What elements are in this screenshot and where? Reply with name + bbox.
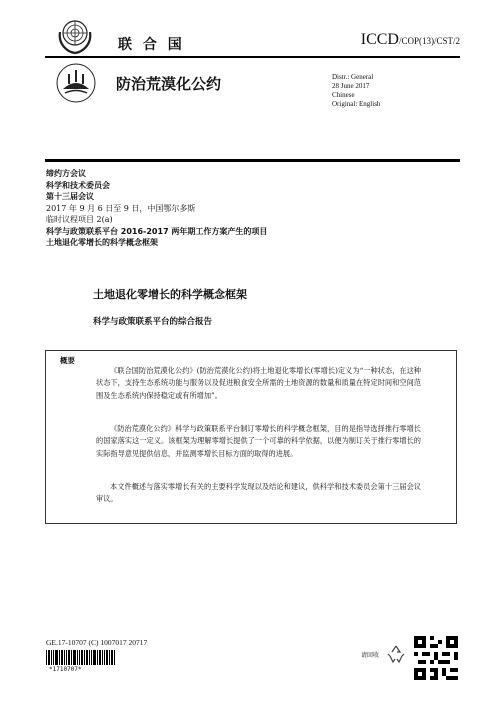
session-info — [46, 168, 267, 249]
job-number: GE.17-10707 (C) 1007017 20717 — [46, 638, 148, 647]
abstract-paragraph-2: 《防治荒漠化公约》科学与政策联系平台制订零增长的科学概念框架，目的是指导选择推行零增长的国家落实这一定义。该框架为理解零增长提供了一个可靠的科学依据，以便为制订关于推行零增长的实际指导意见提供信息，并监测零增长目标方面的取得的进展。 — [96, 424, 421, 458]
distribution-info — [332, 73, 380, 109]
session-dates: 2017 年 9 月 6 日至 9 日，中国鄂尔多斯 — [46, 203, 196, 213]
barcode-text: *1710707* — [49, 666, 82, 673]
agenda-item-title: 科学与政策联系平台 2016-2017 两年期工作方案产生的项目 — [46, 226, 268, 236]
document-subtitle: 科学与政策联系平台的综合报告 — [93, 317, 213, 327]
session-number: 第十三届会议 — [46, 192, 94, 201]
document-language: Chinese — [332, 91, 355, 99]
un-emblem-icon — [55, 16, 95, 56]
organization-name: 联 合 国 — [118, 37, 185, 53]
recycle-icon — [386, 644, 406, 664]
abstract-paragraph-3: 本文件概述与落实零增长有关的主要科学发现以及结论和建议，供科学和技术委员会第十三届会议审议。 — [96, 482, 421, 504]
session-committee: 科学和技术委员会 — [46, 180, 110, 190]
agenda-item: 临时议程项目 2(a) — [46, 215, 113, 224]
agenda-item-subtitle: 土地退化零增长的科学概念框架 — [46, 238, 158, 247]
abstract-box — [45, 350, 457, 524]
abstract-paragraph-1: 《联合国防治荒漠化公约》(防治荒漠化公约)将土地退化零增长(零增长)定义为“一种状态，在这种状态下，支持生态系统功能与服务以及促进粮食安全所需的土地资源的数量和质量在特定时间和空间范围及生态系统内保持稳定或有所增加”。 — [96, 366, 421, 400]
document-symbol-main: ICCD — [360, 31, 399, 48]
abstract-label: 概要 — [60, 356, 75, 365]
document-symbol-rest: /COP(13)/CST/2 — [398, 36, 460, 46]
session-body: 缔约方会议 — [46, 169, 86, 178]
unccd-emblem-icon — [55, 62, 97, 104]
recycle-text: 请回收 — [361, 652, 380, 659]
document-date: 28 June 2017 — [332, 82, 370, 90]
document-title: 土地退化零增长的科学概念框架 — [93, 288, 247, 301]
barcode-icon — [46, 650, 116, 665]
header-rule-bottom — [45, 159, 460, 162]
header-rule-top — [45, 56, 460, 58]
convention-name: 防治荒漠化公约 — [116, 75, 222, 93]
distribution-status: Distr.: General — [332, 73, 374, 81]
document-symbol — [361, 31, 460, 49]
original-language: Original: English — [332, 100, 381, 108]
qr-code-icon — [414, 636, 458, 680]
